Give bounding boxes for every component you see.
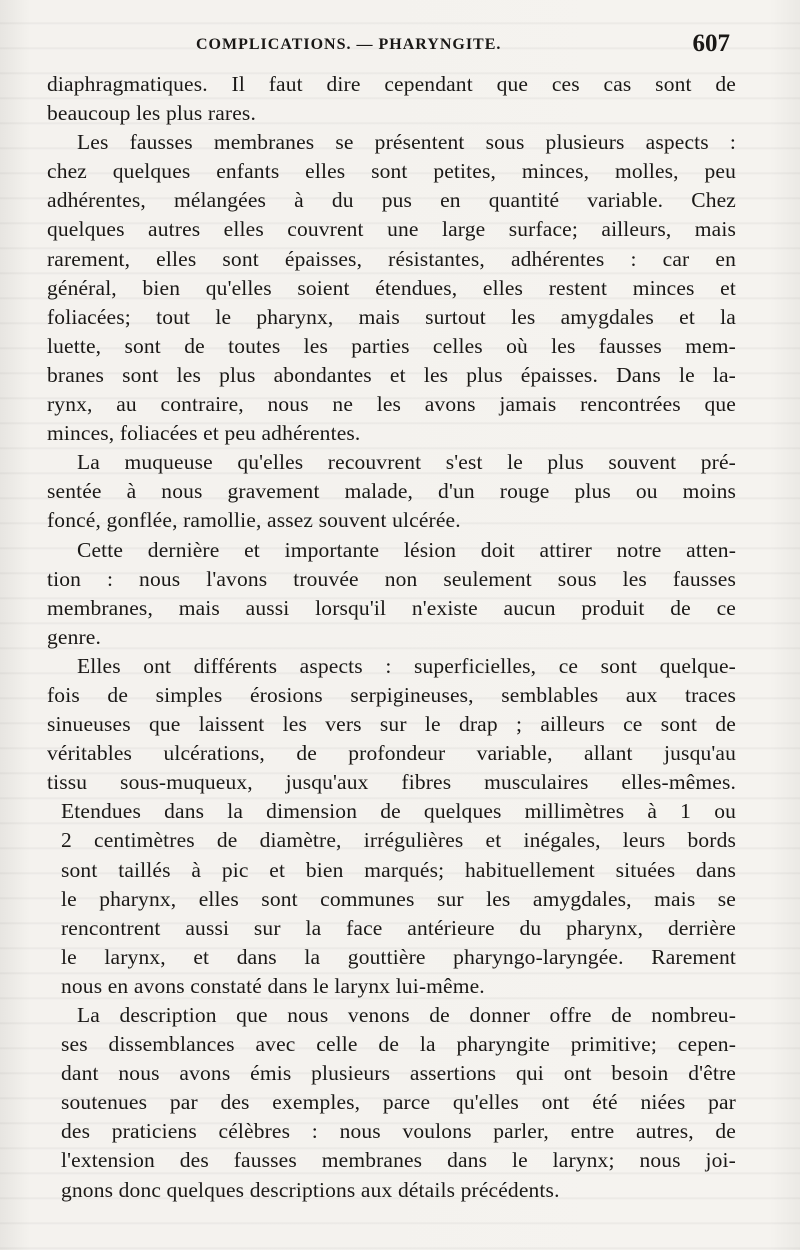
text-line: rencontrent aussi sur la face antérieure du pharynx, derrière (61, 915, 736, 940)
text-line: genre. (47, 624, 102, 649)
text-line: ses dissemblances avec celle de la pharyngite primitive; cepen- (61, 1032, 736, 1057)
text-line: Elles ont différents aspects : superficielles, ce sont quelque- (77, 653, 736, 678)
text-line: diaphragmatiques. Il faut dire cependant que ces cas sont de (47, 72, 736, 96)
text-line: le larynx, et dans la gouttière pharyngo-laryngée. Rarement (61, 944, 736, 969)
text-line: sont taillés à pic et bien marqués; habituellement situées dans (61, 857, 736, 882)
text-line: tion : nous l'avons trouvée non seulement sous les fausses (47, 566, 736, 591)
text-line: Cette dernière et importante lésion doit attirer notre atten- (77, 537, 736, 562)
text-line: membranes, mais aussi lorsqu'il n'existe aucun produit de ce (47, 595, 736, 620)
text-line: branes sont les plus abondantes et les plus épaisses. Dans le la- (47, 362, 736, 387)
running-head: COMPLICATIONS. — PHARYNGITE. (196, 36, 502, 53)
text-line: rarement, elles sont épaisses, résistantes, adhérentes : car en (47, 246, 736, 271)
text-line: adhérentes, mélangées à du pus en quantité variable. Chez (47, 188, 736, 213)
text-line: sentée à nous gravement malade, d'un rouge plus ou moins (47, 479, 736, 504)
text-line: La description que nous venons de donner offre de nombreu- (77, 1003, 736, 1027)
text-line: Etendues dans la dimension de quelques millimètres à 1 ou (61, 799, 736, 824)
page-number: 607 (692, 30, 730, 57)
text-line: tissu sous-muqueux, jusqu'aux fibres musculaires elles-mêmes. (47, 770, 736, 795)
body-text (47, 70, 736, 1205)
text-line: fois de simples érosions serpigineuses, semblables aux traces (47, 682, 736, 707)
text-line: dant nous avons émis plusieurs assertions qui ont besoin d'être (61, 1061, 736, 1086)
text-line: rynx, au contraire, nous ne les avons jamais rencontrées que (47, 392, 736, 417)
text-line: quelques autres elles couvrent une large surface; ailleurs, mais (47, 217, 736, 242)
text-line: l'extension des fausses membranes dans le larynx; nous joi- (61, 1148, 736, 1173)
text-line: foliacées; tout le pharynx, mais surtout les amygdales et la (47, 304, 736, 329)
text-line: foncé, gonflée, ramollie, assez souvent ulcérée. (47, 508, 461, 533)
text-line: véritables ulcérations, de profondeur variable, allant jusqu'au (47, 741, 736, 766)
text-line: soutenues par des exemples, parce qu'elles ont été niées par (61, 1090, 736, 1115)
text-line: minces, foliacées et peu adhérentes. (47, 421, 361, 446)
text-line: chez quelques enfants elles sont petites, minces, molles, peu (47, 159, 736, 184)
text-line: sinueuses que laissent les vers sur le drap ; ailleurs ce sont de (47, 712, 736, 737)
text-line: 2 centimètres de diamètre, irrégulières et inégales, leurs bords (61, 828, 736, 853)
text-line: le pharynx, elles sont communes sur les amygdales, mais se (61, 886, 736, 911)
text-line: beaucoup les plus rares. (47, 101, 256, 126)
text-line: général, bien qu'elles soient étendues, elles restent minces et (47, 275, 736, 300)
text-line: nous en avons constaté dans le larynx lui-même. (61, 973, 485, 998)
text-line: des praticiens célèbres : nous voulons parler, entre autres, de (61, 1119, 736, 1144)
text-line: Les fausses membranes se présentent sous plusieurs aspects : (77, 130, 736, 155)
text-line: luette, sont de toutes les parties celles où les fausses mem- (47, 333, 736, 358)
text-line: La muqueuse qu'elles recouvrent s'est le plus souvent pré- (77, 450, 736, 475)
page-header (46, 30, 736, 64)
text-line: gnons donc quelques descriptions aux détails précédents. (61, 1177, 560, 1202)
